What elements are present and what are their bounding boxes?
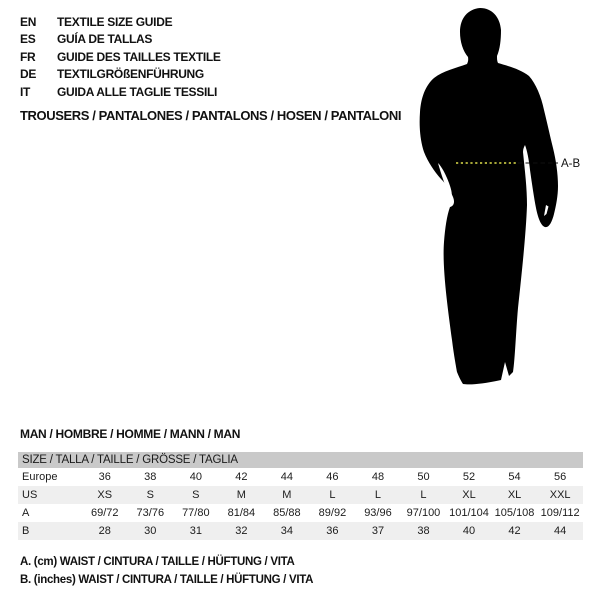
cell: 105/108 xyxy=(494,507,535,519)
garment-type-title: TROUSERS / PANTALONES / PANTALONS / HOSEN / PANTALONI xyxy=(20,108,402,123)
size-table-header: SIZE / TALLA / TAILLE / GRÖSSE / TAGLIA xyxy=(18,452,583,468)
cell: 46 xyxy=(326,471,339,483)
table-row-us xyxy=(18,486,583,504)
row-label: A xyxy=(22,507,30,519)
language-row-en xyxy=(20,13,221,31)
cell: M xyxy=(282,489,292,501)
cell: 34 xyxy=(280,525,294,537)
cell: 81/84 xyxy=(227,507,256,519)
cell: 38 xyxy=(417,525,430,537)
cell: 89/92 xyxy=(318,507,347,519)
cell: L xyxy=(374,489,382,501)
measurement-notes xyxy=(20,553,313,589)
language-title: GUIDE DES TAILLES TEXTILE xyxy=(57,49,221,64)
cell: 30 xyxy=(144,525,157,537)
language-row-es xyxy=(20,31,221,49)
cell: XXL xyxy=(549,489,571,501)
language-code: DE xyxy=(20,67,37,82)
language-title: GUIDA ALLE TAGLIE TESSILI xyxy=(57,84,218,99)
cell: 97/100 xyxy=(406,507,441,519)
cell: 32 xyxy=(235,525,248,537)
cell: 85/88 xyxy=(273,507,301,519)
measurement-label-ab: A-B xyxy=(561,158,581,170)
cell: S xyxy=(146,489,154,501)
cell: XL xyxy=(507,489,522,501)
language-list xyxy=(20,13,221,101)
cell: 101/104 xyxy=(449,507,489,519)
language-code: FR xyxy=(20,49,36,64)
language-row-fr xyxy=(20,48,221,66)
language-row-it xyxy=(20,83,221,101)
cell: 54 xyxy=(508,471,521,483)
cell: 31 xyxy=(189,525,202,537)
language-code: EN xyxy=(20,14,37,29)
man-silhouette-figure xyxy=(405,0,600,395)
cell: L xyxy=(420,489,427,501)
cell: 73/76 xyxy=(136,507,165,519)
man-silhouette xyxy=(420,8,558,384)
cell: 52 xyxy=(462,471,476,483)
language-code: IT xyxy=(20,84,31,99)
language-row-de xyxy=(20,66,221,84)
cell: 69/72 xyxy=(91,507,119,519)
table-row-europe xyxy=(18,468,583,486)
table-row-a-cm xyxy=(18,504,583,522)
cell: 44 xyxy=(280,471,294,483)
size-table-header-row xyxy=(18,452,583,468)
cell: 37 xyxy=(371,525,385,537)
table-row-b-inches xyxy=(18,522,583,540)
cell: XS xyxy=(97,489,113,501)
note-a-cm: A. (cm) WAIST / CINTURA / TAILLE / HÜFTUNG / VITA xyxy=(20,556,295,568)
cell: 44 xyxy=(554,525,567,537)
cell: 48 xyxy=(371,471,385,483)
row-label: Europe xyxy=(22,471,58,483)
size-table xyxy=(18,452,583,540)
cell: S xyxy=(192,489,200,501)
cell: L xyxy=(329,489,336,501)
cell: 109/112 xyxy=(540,507,580,519)
cell: 42 xyxy=(235,471,248,483)
row-label: B xyxy=(22,525,30,537)
cell: 42 xyxy=(508,525,521,537)
cell: 38 xyxy=(144,471,157,483)
cell: 28 xyxy=(98,525,111,537)
note-b-inches: B. (inches) WAIST / CINTURA / TAILLE / HÜFTUNG / VITA xyxy=(20,574,314,586)
language-title: TEXTILE SIZE GUIDE xyxy=(57,14,173,29)
cell: 36 xyxy=(326,525,339,537)
cell: 77/80 xyxy=(182,507,210,519)
cell: M xyxy=(236,489,246,501)
row-label: US xyxy=(22,489,38,501)
cell: 40 xyxy=(462,525,476,537)
cell: 56 xyxy=(554,471,567,483)
cell: XL xyxy=(462,489,476,501)
language-title: GUÍA DE TALLAS xyxy=(57,32,153,47)
section-label-man: MAN / HOMBRE / HOMME / MANN / MAN xyxy=(20,427,241,441)
language-title: TEXTILGRÖßENFÜHRUNG xyxy=(57,67,204,82)
cell: 50 xyxy=(417,471,430,483)
cell: 93/96 xyxy=(364,507,392,519)
cell: 40 xyxy=(189,471,202,483)
language-code: ES xyxy=(20,32,36,47)
cell: 36 xyxy=(98,471,111,483)
